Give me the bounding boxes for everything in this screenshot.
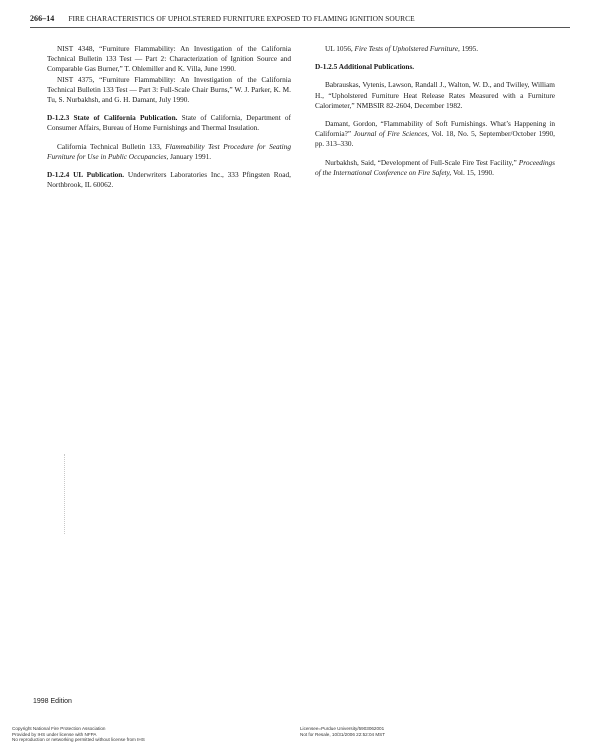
reference-text: Damant, Gordon, “Flammability of Soft Furnishings. What’s Happening in California?” [315,119,555,139]
reference-nist-4348: NIST 4348, “Furniture Flammability: An Investigation of the California Technical Bulletin 133 Test — Part 2: Characterization of Ignition Source and Comparable Gas Burner,” T. Ohlemiller and K. Villa, June 1990. [47,44,291,74]
reference-text: January 1991. [168,151,212,161]
header-rule [30,27,570,28]
left-column [47,44,291,190]
footer-line: Licensee=Purdue University/5903062001 [300,726,385,731]
reference-title: Fire Tests of Upholstered Furniture, [354,44,460,53]
footer-line: Provided by IHS under license with NFPA [12,731,97,737]
footer-line: Not for Resale, 10/31/2006 22:52:04 MST [300,731,386,737]
running-title: FIRE CHARACTERISTICS OF UPHOLSTERED FURNITURE EXPOSED TO FLAMING IGNITION SOURCE [68,14,415,23]
reference-text: Nurbakhsh, Said, “Development of Full-Scale Fire Test Facility,” [325,157,519,167]
reference-text: UL 1056, [325,44,355,53]
reference-text: Vol. 15, 1990. [451,167,494,177]
scan-artifact-dotted-line [64,454,65,534]
section-body: Underwriters Laboratories Inc., 333 Pfingsten Road, Northbrook, IL 60062. [47,170,291,190]
section-d-1-2-4 [47,170,291,190]
reference-babrauskas: Babrauskas, Vytenis, Lawson, Randall J., Walton, W. D., and Twilley, William H., “Upholstered Furniture Heat Release Rates Measured with a Furniture Calorimeter,” NMBSIR 82-2604, December 1982. [315,80,555,110]
footer-line: Copyright National Fire Protection Association [12,726,106,731]
section-body: State of California, Department of Consumer Affairs, Bureau of Home Furnishings and Thermal Insulation. [47,113,291,133]
reference-tb-133 [47,142,291,162]
running-header [30,14,570,24]
footer-line: No reproduction or networking permitted without license from IHS [12,737,145,743]
reference-text: Vol. 18, No. 5, September/October 1990, pp. 313–330. [315,129,555,149]
reference-journal: Proceedings of the International Conference on Fire Safety, [315,157,555,177]
reference-text: 1995. [459,44,479,53]
edition-label: 1998 Edition [33,698,72,705]
reference-nurbakhsh [315,158,555,178]
reference-text: California Technical Bulletin 133, [57,141,166,151]
page-number: 266–14 [30,14,55,23]
reference-ul-1056 [315,44,555,54]
reference-damant [315,119,555,150]
right-column [315,44,555,178]
footer-license [300,726,385,737]
section-heading: D-1.2.5 Additional Publications. [315,62,415,72]
section-heading: D-1.2.4 UL Publication. [47,170,125,180]
reference-nist-4375: NIST 4375, “Furniture Flammability: An Investigation of the California Technical Bulletin 133 Test — Part 3: Full-Scale Chair Burns,” W. J. Parker, K. M. Tu, S. Nurbakhsh, and G. H. Damant, July 1990. [47,74,291,105]
reference-title: Flammability Test Procedure for Seating Furniture for Use in Public Occupancies, [47,141,291,161]
reference-journal: Journal of Fire Sciences, [353,129,430,139]
section-d-1-2-5 [315,62,555,72]
footer-copyright [12,726,145,743]
section-d-1-2-3 [47,113,291,133]
section-heading: D-1.2.3 State of California Publication. [47,113,178,123]
